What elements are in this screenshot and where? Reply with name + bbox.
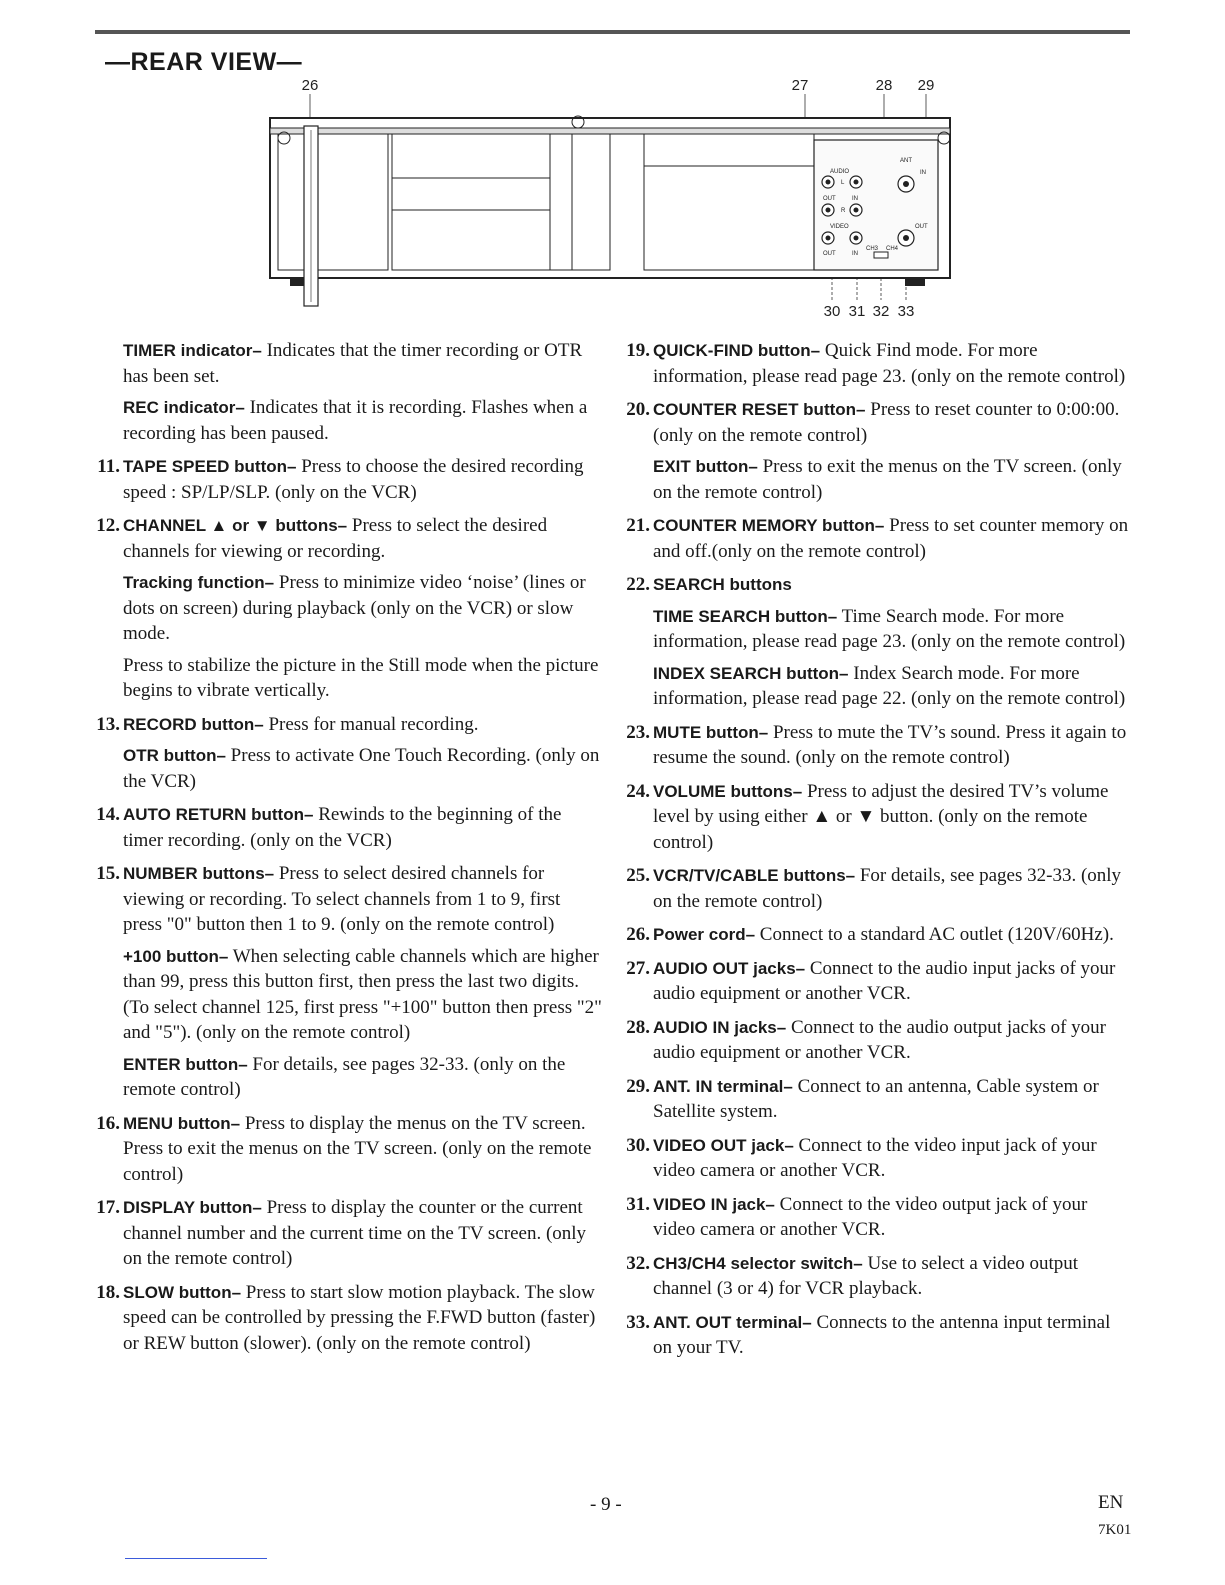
numbered-item (612, 720, 1130, 771)
item-entry (653, 1310, 1130, 1361)
numbered-item (82, 1111, 602, 1188)
item-number: 18. (96, 1281, 120, 1303)
numbered-item (612, 1015, 1130, 1066)
item-entry (123, 513, 602, 564)
ch4-label: CH4 (886, 246, 899, 252)
item-number: 26. (626, 924, 650, 945)
item-number: 25. (626, 865, 650, 886)
item-description: Press to start slow motion playback. The slow speed can be controlled by pressing the F.FWD button (faster) or REW button (slower). (only on the remote control) (123, 1281, 596, 1354)
callout-29: 29 (917, 77, 935, 94)
item-description: For details, see pages 32-33. (only on the remote control) (653, 865, 1122, 912)
item-entry (653, 572, 1130, 598)
item-number: 16. (96, 1112, 120, 1134)
item-entry (653, 956, 1130, 1007)
item-number: 27. (626, 957, 650, 979)
item-number: 11. (97, 456, 120, 477)
item-term: AUDIO OUT jacks– (653, 958, 806, 978)
item-entry (123, 944, 602, 1046)
numbered-item (612, 1192, 1130, 1243)
item-term: VCR/TV/CABLE buttons– (653, 866, 856, 885)
item-entry (653, 1074, 1130, 1125)
item-description: Indicates that the timer recording or OTR has been set. (123, 340, 583, 387)
item-number: 13. (96, 713, 120, 735)
item-entry (653, 922, 1130, 948)
item-entry (653, 1251, 1130, 1302)
numbered-item (82, 1195, 602, 1272)
item-entry (123, 570, 602, 647)
item-term: SLOW button– (123, 1282, 242, 1302)
item-description: Press to mute the TV’s sound. Press it again to resume the sound. (only on the remote control) (653, 721, 1127, 768)
numbered-item (82, 454, 602, 505)
item-description: Index Search mode. For more information, please read page 22. (only on the remote control) (653, 662, 1126, 709)
item-entry (653, 720, 1130, 771)
item-entry (123, 861, 602, 938)
item-number: 19. (626, 340, 650, 361)
item-number: 33. (626, 1311, 650, 1333)
numbered-item (612, 1310, 1130, 1361)
bottom-rule (125, 1558, 267, 1559)
video-label: VIDEO (830, 224, 849, 230)
callout-26: 26 (301, 77, 319, 94)
item-description: Indicates that it is recording. Flashes when a recording has been paused. (123, 397, 588, 444)
item-entry (123, 712, 602, 738)
ant-out-label: OUT (915, 224, 928, 230)
item-description: Press to stabilize the picture in the Still mode when the picture begins to vibrate vertically. (123, 654, 599, 701)
numbered-item (82, 513, 602, 704)
item-description: Connect to the audio output jacks of your audio equipment or another VCR. (653, 1016, 1107, 1063)
item-term: CH3/CH4 selector switch– (653, 1253, 863, 1273)
item-description: Connects to the antenna input terminal on your TV. (653, 1311, 1111, 1358)
item-description: Press to exit the menus on the TV screen. (only on the remote control) (653, 456, 1122, 503)
item-term: QUICK-FIND button– (653, 341, 821, 360)
audio-out-label: OUT (823, 196, 836, 202)
item-description: For details, see pages 32-33. (only on the remote control) (123, 1053, 566, 1100)
item-entry (123, 1052, 602, 1103)
item-description: Press to minimize video ‘noise’ (lines or dots on screen) during playback (only on the VCR) or slow mode. (123, 572, 586, 644)
numbered-item (82, 338, 602, 446)
item-entry (653, 513, 1130, 564)
ch3-label: CH3 (866, 246, 879, 252)
video-out-label: OUT (823, 251, 836, 257)
item-term: ANT. OUT terminal– (653, 1312, 812, 1332)
item-entry (123, 1111, 602, 1188)
item-description: Connect to the video input jack of your video camera or another VCR. (653, 1134, 1097, 1181)
callout-31: 31 (848, 303, 866, 320)
item-entry (123, 395, 602, 446)
item-description: Press to choose the desired recording speed : SP/LP/SLP. (only on the VCR) (123, 456, 584, 503)
item-entry (653, 661, 1130, 712)
callout-33: 33 (897, 303, 915, 320)
item-description: Connect to a standard AC outlet (120V/60Hz). (755, 924, 1114, 945)
item-description: Press for manual recording. (263, 713, 479, 735)
item-term: EXIT button– (653, 457, 758, 476)
item-entry (653, 397, 1130, 448)
item-number: 32. (626, 1252, 650, 1274)
item-description: When selecting cable channels which are higher than 99, press this button first, then press the last two digits. (To select channel 125, first press "+100" button then press "2" and "5"). (only on the remote control) (123, 945, 602, 1043)
item-number: 28. (626, 1016, 650, 1038)
item-entry (123, 802, 602, 853)
item-entry (123, 743, 602, 794)
numbered-item (612, 779, 1130, 856)
item-entry (123, 454, 602, 505)
item-term: OTR button– (123, 746, 226, 765)
page-number: - 9 - (590, 1494, 622, 1515)
item-entry (653, 1015, 1130, 1066)
numbered-item (612, 922, 1130, 948)
item-entry (123, 1195, 602, 1272)
item-term: Power cord– (653, 925, 756, 944)
item-term: VIDEO OUT jack– (653, 1135, 794, 1155)
audio-label: AUDIO (830, 169, 850, 175)
item-description: Quick Find mode. For more information, please read page 23. (only on the remote control) (653, 340, 1126, 387)
callout-30: 30 (823, 303, 841, 320)
numbered-item (612, 1251, 1130, 1302)
item-description: Press to activate One Touch Recording. (only on the VCR) (123, 745, 600, 792)
numbered-item (82, 861, 602, 1103)
item-entry (653, 779, 1130, 856)
page-title: —REAR VIEW— (105, 48, 303, 76)
rear-view-diagram (260, 70, 960, 340)
vcr-rear-illustration (260, 70, 960, 340)
item-term: COUNTER MEMORY button– (653, 516, 885, 535)
item-term: AUTO RETURN button– (123, 805, 314, 824)
item-entry (653, 1133, 1130, 1184)
callout-28: 28 (875, 77, 893, 94)
item-entry (653, 338, 1130, 389)
item-term: NUMBER buttons– (123, 864, 275, 883)
item-description: Rewinds to the beginning of the timer recording. (only on the VCR) (123, 804, 562, 851)
item-term: COUNTER RESET button– (653, 400, 866, 419)
item-description: Press to select the desired channels for viewing or recording. (123, 515, 548, 562)
item-description: Connect to the video output jack of your video camera or another VCR. (653, 1193, 1088, 1240)
item-description: Press to display the counter or the current channel number and the current time on the TV screen. (only on the remote control) (123, 1197, 587, 1269)
language-code: EN (1098, 1492, 1124, 1513)
item-entry (653, 863, 1130, 914)
item-entry (653, 454, 1130, 505)
numbered-item (82, 712, 602, 795)
item-description: Connect to an antenna, Cable system or Satellite system. (653, 1075, 1099, 1122)
item-entry (123, 1280, 602, 1357)
item-description: Use to select a video output channel (3 or 4) for VCR playback. (653, 1252, 1079, 1299)
item-description: Press to set counter memory on and off.(only on the remote control) (653, 515, 1129, 562)
ant-in-label: IN (920, 170, 926, 176)
item-number: 17. (96, 1197, 120, 1218)
numbered-item (82, 1280, 602, 1357)
item-term: MUTE button– (653, 722, 769, 742)
item-term: TAPE SPEED button– (123, 457, 297, 476)
item-entry (653, 604, 1130, 655)
item-number: 24. (626, 780, 650, 802)
item-term: DISPLAY button– (123, 1198, 262, 1217)
item-description: Connect to the audio input jacks of your audio equipment or another VCR. (653, 957, 1116, 1004)
item-term: REC indicator– (123, 398, 245, 417)
video-in-label: IN (852, 251, 858, 257)
item-term: TIME SEARCH button– (653, 606, 838, 626)
numbered-item (612, 397, 1130, 505)
item-description: Press to adjust the desired TV’s volume level by using either ▲ or ▼ button. (only on the remote control) (653, 780, 1109, 853)
audio-in-label: IN (852, 196, 858, 202)
item-term: CHANNEL ▲ or ▼ buttons– (123, 516, 348, 535)
item-description: Press to display the menus on the TV screen. Press to exit the menus on the TV screen. (only on the remote control) (123, 1112, 592, 1185)
item-term: AUDIO IN jacks– (653, 1017, 787, 1037)
item-number: 30. (626, 1134, 650, 1156)
numbered-item (612, 338, 1130, 389)
item-entry (653, 1192, 1130, 1243)
callout-27: 27 (791, 77, 809, 94)
item-number: 29. (626, 1075, 650, 1097)
item-entry (123, 338, 602, 389)
item-entry (123, 653, 602, 704)
item-term: INDEX SEARCH button– (653, 663, 849, 683)
item-number: 23. (626, 721, 650, 743)
item-description: Press to reset counter to 0:00:00. (only on the remote control) (653, 399, 1120, 446)
item-term: RECORD button– (123, 714, 264, 734)
item-number: 14. (96, 804, 120, 825)
numbered-item (612, 1133, 1130, 1184)
right-column (612, 338, 1130, 1369)
top-rule (95, 30, 1130, 34)
item-number: 15. (96, 863, 120, 884)
item-term: SEARCH buttons (653, 575, 792, 594)
item-description: Press to select desired channels for viewing or recording. To select channels from 1 to 9, first press "0" button then 1 to 9. (only on the remote control) (123, 863, 561, 935)
numbered-item (612, 572, 1130, 712)
audio-r-label: R (841, 208, 846, 214)
item-term: +100 button– (123, 946, 229, 966)
item-term: VOLUME buttons– (653, 781, 803, 801)
item-number: 22. (626, 574, 650, 595)
callout-32: 32 (872, 303, 890, 320)
numbered-item (612, 956, 1130, 1007)
numbered-item (612, 1074, 1130, 1125)
item-term: MENU button– (123, 1113, 241, 1133)
item-number: 20. (626, 399, 650, 420)
item-number: 31. (626, 1193, 650, 1215)
item-number: 12. (96, 515, 120, 536)
document-code: 7K01 (1098, 1522, 1132, 1538)
audio-l-label: L (841, 180, 845, 186)
item-number: 21. (626, 515, 650, 536)
numbered-item (82, 802, 602, 853)
item-term: Tracking function– (123, 573, 275, 592)
item-term: ANT. IN terminal– (653, 1076, 793, 1096)
numbered-item (612, 863, 1130, 914)
item-description: Time Search mode. For more information, please read page 23. (only on the remote control) (653, 605, 1126, 652)
item-term: ENTER button– (123, 1054, 248, 1074)
item-term: TIMER indicator– (123, 341, 262, 360)
left-column (82, 338, 602, 1364)
ant-label: ANT (900, 158, 912, 164)
numbered-item (612, 513, 1130, 564)
item-term: VIDEO IN jack– (653, 1194, 775, 1214)
